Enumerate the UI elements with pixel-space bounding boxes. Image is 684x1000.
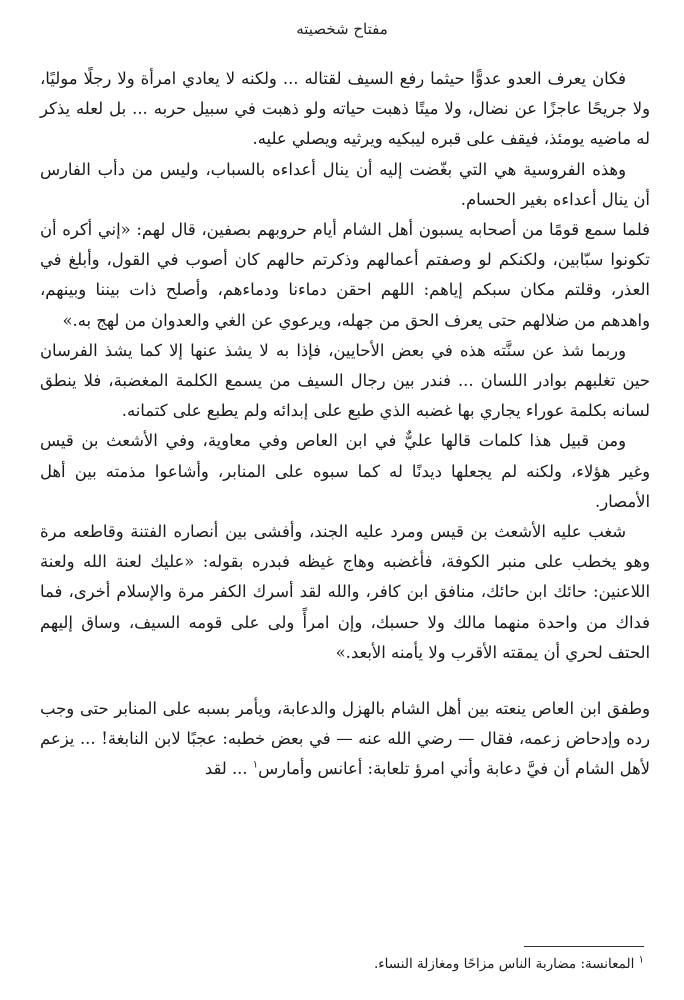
footnote-marker: ١ xyxy=(638,954,644,966)
paragraph: شغب عليه الأشعث بن قيس ومرد عليه الجند، وأفشى بين أنصاره الفتنة وقاطعه مرة وهو يخطب على منبر الكوفة، فأغضبه وهاج غيظه فبدره بقوله: «عليك لعنة الله ولعنة اللاعنين: حائك ابن حائك، منافق ابن كافر، والله لقد أسرك الكفر مرة والإسلام أخرى، فما فداك من واحدة منهما مالك ولا حسبك، وإن امرأً ولى على قومه السيف، وساق إليهم الحتف لحري أن يمقته الأقرب ولا يأمنه الأبعد.» xyxy=(40,522,650,662)
footnote-divider xyxy=(524,946,644,947)
paragraph: وربما شذ عن سنَّته هذه في بعض الأحايين، فإذا به لا يشذ عنها إلا كما يشذ الفرسان حين تغلبهم بوادر اللسان ... فندر بين رجال السيف من يسمع الكلمة المغضبة، فلا ينطق لسانه بكلمة عوراء يجاري بها غضبه الذي طبع على إبدائه ولم يطبع على كتمانه. xyxy=(40,340,650,421)
body-text xyxy=(40,64,650,785)
paragraph: وهذه الفروسية هي التي بغّضت إليه أن ينال أعداءه بالسباب، وليس من دأب الفارس أن ينال أعداءه بغير الحسام. xyxy=(40,159,650,209)
paragraph: فكان يعرف العدو عدوًّا حيثما رفع السيف لقتاله ... ولكنه لا يعادي امرأة ولا رجلًا موليًا، ولا جريحًا عاجزًا عن نضال، ولا ميتًا ذهبت حياته ولو ذهبت في سبيل حربه ... بل لعله يذكر له ماضيه يومئذ، فيقف على قبره ليبكيه ويرثيه ويصلي عليه. xyxy=(40,69,650,149)
paragraph-text: وطفق ابن العاص ينعته بين أهل الشام بالهزل والدعابة، ويأمر بسبه على المنابر حتى وجب رده وإدحاض زعمه، فقال — رضي الله عنه — في بعض خطبه: عجبًا لابن النابغة! ... يزعم لأهل الشام أن فيَّ دعابة وأني امرؤ تلعابة: أعانس وأمارس xyxy=(40,699,650,779)
footnote-reference[interactable]: ١ xyxy=(252,760,259,771)
footnote-text: المعانسة: مضاربة الناس مزاحًا ومغازلة النساء. xyxy=(374,956,635,972)
paragraph-with-note xyxy=(40,694,650,785)
paragraph: فلما سمع قومًا من أصحابه يسبون أهل الشام أيام حروبهم بصفين، قال لهم: «إني أكره أن تكونوا سبّابين، ولكنكم لو وصفتم أعمالهم وذكرتم حالهم كان أصوب في القول، وأبلغ في العذر، وقلتم مكان سبكم إياهم: اللهم احقن دماءنا ودماءهم، وأصلح ذات بيننا وبينهم، واهدهم من ضلالهم حتى يعرف الحق من جهله، ويرعوي عن الغي والعدوان من لهج به.» xyxy=(40,220,650,330)
paragraph: ومن قبيل هذا كلمات قالها عليٌّ في ابن العاص وفي معاوية، وفي الأشعث بن قيس وغير هؤلاء، ولكنه لم يجعلها ديدنًا له كما سبوه على المنابر، وأشاعوا مذمته بين أهل الأمصار. xyxy=(40,431,650,511)
running-header: مفتاح شخصيته xyxy=(296,20,388,38)
footnote xyxy=(44,954,644,974)
paragraph-text-end: ... لقد xyxy=(204,759,253,779)
